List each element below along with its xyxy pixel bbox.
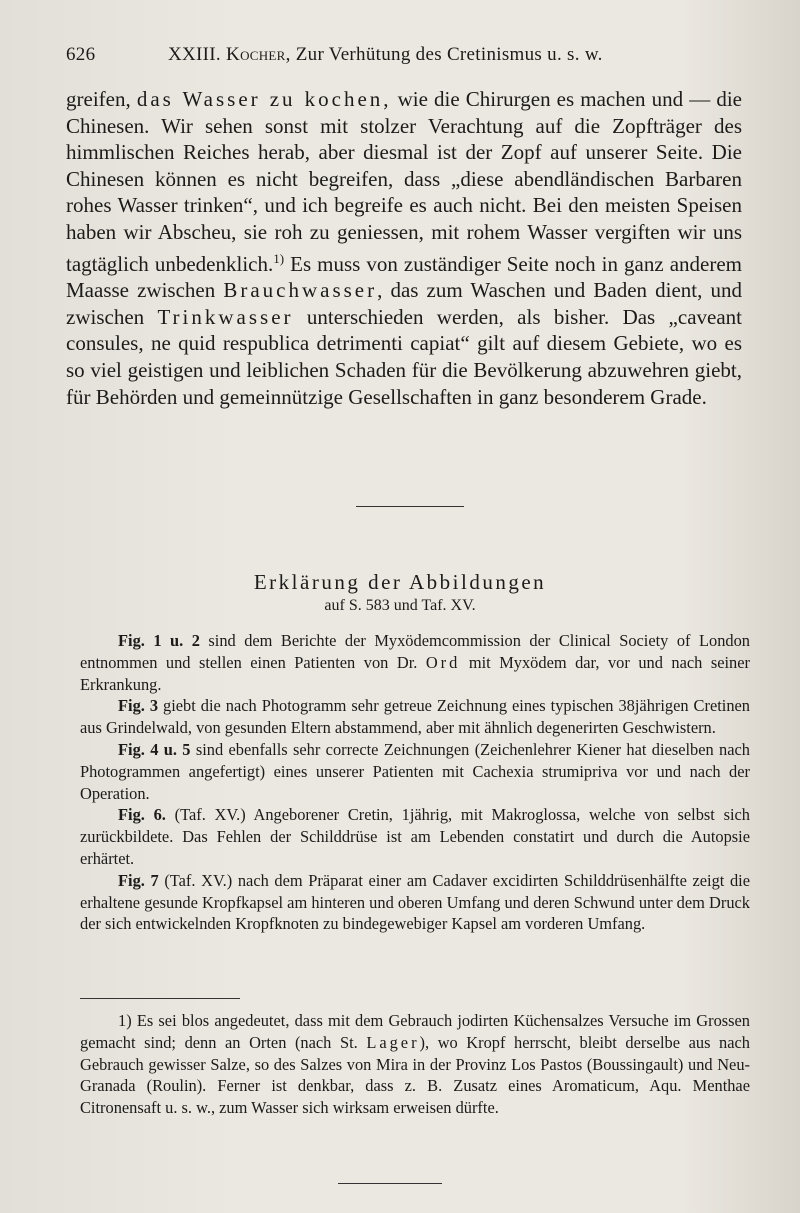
figure-entry [80, 870, 750, 935]
footnote [80, 1010, 750, 1119]
running-head [168, 44, 603, 66]
figure-label: Fig. 4 u. 5 [118, 739, 191, 759]
page-number: 626 [66, 44, 96, 65]
figure-entry [80, 739, 750, 804]
section-subtitle: auf S. 583 und Taf. XV. [324, 597, 476, 614]
text-run: greifen, [66, 87, 137, 111]
text-run: Es muss von zuständiger Seite noch in ganz anderem Maasse zwischen [66, 251, 742, 303]
text-run: , das zum Waschen und Baden dient, und zwischen [66, 278, 742, 329]
spaced-text: Lager [366, 1032, 420, 1052]
figure-text: sind dem Berichte der Myxödemcommission der Clinical Society of London entnommen und stellen einen Patienten von Dr. [80, 631, 750, 672]
figure-text: giebt die nach Photogramm sehr getreue Zeichnung eines typischen 38jährigen Cretinen aus Grindelwald, von gesunden Eltern abstammend, aber mit ähnlich degenerirten Geschwistern. [80, 696, 750, 738]
figure-text: (Taf. XV.) nach dem Präparat einer am Cadaver excidirten Schilddrüsenhälfte zeigt die erhaltene gesunde Kropfkapsel am hinteren und oberen Umfang und deren Schwund unter dem Druck der sich entwickelnden Kropfknoten zu bindegewebiger Kapsel am vorderen Umfang. [80, 870, 750, 934]
end-rule [338, 1183, 442, 1184]
figure-text: sind ebenfalls sehr correcte Zeichnungen (Zeichenlehrer Kiener hat dieselben nach Photogrammen angefertigt) eines unserer Patienten mit Cachexia strumipriva vor und nach der Operation. [80, 739, 750, 803]
figure-label: Fig. 6. [118, 805, 166, 825]
body-text [66, 86, 742, 410]
running-head-pre: XXIII. [168, 44, 221, 65]
figure-entry [80, 695, 750, 739]
body-paragraph [66, 86, 742, 410]
section-divider [356, 506, 464, 507]
footnote-ref: 1) [273, 250, 285, 266]
figure-entry [80, 804, 750, 869]
spaced-text: das Wasser zu kochen, [136, 87, 392, 111]
text-run: 1) Es sei blos angedeutet, dass mit dem Gebrauch jodirten Küchensalzes Versuche im Grossen gemacht sind; denn an Orten (nach St. [80, 1011, 750, 1052]
running-head-author: Kocher [226, 44, 286, 65]
footnote-rule [80, 998, 240, 999]
spaced-text: Brauchwasser [223, 278, 378, 303]
figure-text: (Taf. XV.) Angeborener Cretin, 1jährig, mit Makroglossa, welche von selbst sich zurückbildete. Das Fehlen der Schilddrüse ist am Lebenden constatirt und durch die Autopsie erhärtet. [80, 805, 751, 868]
text-run: ), wo Kropf herrscht, bleibt derselbe aus nach Gebrauch gewisser Salze, so des Salzes von Mira in der Provinz Los Pastos (Boussingault) und Neu-Granada (Roulin). Ferner ist denkbar, dass z. B. Zusatz eines Aromaticum, Aqu. Menthae Citronensaft u. s. w., zum Wasser sich wirksam erweisen dürfte. [80, 1032, 750, 1118]
figure-label: Fig. 7 [118, 870, 159, 890]
section-title: Erklärung der Abbildungen [253, 570, 547, 594]
footnote-paragraph [80, 1010, 750, 1119]
figure-explanations [80, 630, 750, 935]
figure-label: Fig. 1 u. 2 [118, 631, 200, 650]
figure-label: Fig. 3 [118, 696, 159, 716]
spaced-text: Ord [425, 652, 461, 672]
spaced-text: Trinkwasser [157, 304, 294, 329]
text-run: wie die Chirurgen es machen und — die Chinesen. Wir sehen sonst mit stolzer Verachtung auf die Zopfträger des himmlischen Reiches herab, aber diesmal ist der Zopf auf unserer Seite. Die Chinesen können es nicht begreifen, dass „diese abendländischen Barbaren rohes Wasser trinken“, und ich begreife es auch nicht. Bei den meisten Speisen haben wir Abscheu, sie roh zu geniessen, mit rohem Wasser vergiften wir uns tagtäglich unbedenklich. [66, 87, 742, 276]
figure-entry [80, 630, 750, 695]
running-head-title: , Zur Verhütung des Cretinismus u. s. w. [285, 44, 603, 65]
figure-text: mit Myxödem dar, vor und nach seiner Erkrankung. [80, 652, 750, 694]
text-run: unterschieden werden, als bisher. Das „caveant consules, ne quid respublica detrimenti capiat“ gilt auf diesem Gebiete, wo es so viel geistigen und leiblichen Schaden für die Bevölkerung abzuwehren giebt, für Behörden und gemeinnützige Gesellschaften in ganz besonderem Grade. [66, 304, 742, 409]
